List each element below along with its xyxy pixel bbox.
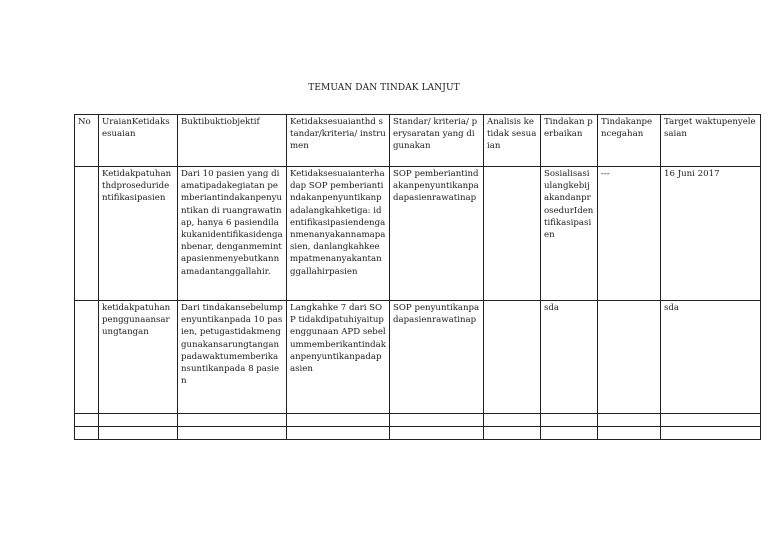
cell-ketidaksesuaian: Langkahke 7 dari SOP tidakdipatuhiyaitupenggunaan APD sebelummemberikantindakanpenyuntikanpadapasien	[287, 301, 390, 414]
header-ketidaksesuaian: Ketidaksesuaianthd standar/kriteria/ instrumen	[287, 115, 390, 167]
cell-tindakan-perbaikan: sda	[541, 301, 598, 414]
cell-tindakan-pencegahan	[598, 301, 661, 414]
cell-uraian: ketidakpatuhanpenggunaansarungtangan	[99, 301, 178, 414]
cell-standar: SOP pemberiantindakanpenyuntikanpadapasienrawatinap	[390, 167, 484, 301]
cell-target: 16 Juni 2017	[661, 167, 761, 301]
cell-target: sda	[661, 301, 761, 414]
header-target: Target waktupenyelesaian	[661, 115, 761, 167]
header-tindakan-perbaikan: Tindakan perbaikan	[541, 115, 598, 167]
findings-table	[74, 114, 761, 440]
cell-standar: SOP penyuntikanpadapasienrawatinap	[390, 301, 484, 414]
header-analisis: Analisis ketidak sesuaian	[484, 115, 541, 167]
cell-ketidaksesuaian: Ketidaksesuaianterhadap SOP pemberiantindakanpenyuntikanpadalangkahketiga: identifikasipasiendenganmenanyakannamapasien, danlangkahkeempatmenanyakantanggallahirpasien	[287, 167, 390, 301]
header-bukti: Buktibuktiobjektif	[178, 115, 287, 167]
header-uraian: UraianKetidaksesuaian	[99, 115, 178, 167]
cell-uraian: Ketidakpatuhanthdproseduridentifikasipasien	[99, 167, 178, 301]
document-title: TEMUAN DAN TINDAK LANJUT	[308, 83, 460, 93]
cell-analisis	[484, 167, 541, 301]
table-row	[75, 167, 761, 301]
cell-no	[75, 167, 99, 301]
cell-bukti: Dari 10 pasien yang diamatipadakegiatan pemberiantindakanpenyuntikan di ruangrawatinap, hanya 6 pasiendilakukanidentifikasidenganbenar, denganmemintapasienmenyebutkannamadantanggallahir.	[178, 167, 287, 301]
cell-bukti: Dari tindakansebelumpenyuntikanpada 10 pasien, petugastidakmenggunakansarungtanganpadawaktumemberikansuntikanpada 8 pasien	[178, 301, 287, 414]
cell-tindakan-pencegahan: ---	[598, 167, 661, 301]
empty-table-row	[75, 427, 761, 440]
header-no: No	[75, 115, 99, 167]
empty-table-row	[75, 414, 761, 427]
cell-tindakan-perbaikan: SosialisasiulangkebijakandanprosedurIdentifikasipasien	[541, 167, 598, 301]
table-header-row	[75, 115, 761, 167]
header-tindakan-pencegahan: Tindakanpencegahan	[598, 115, 661, 167]
table-row	[75, 301, 761, 414]
header-standar: Standar/ kriteria/ perysaratan yang digunakan	[390, 115, 484, 167]
cell-analisis	[484, 301, 541, 414]
cell-no	[75, 301, 99, 414]
